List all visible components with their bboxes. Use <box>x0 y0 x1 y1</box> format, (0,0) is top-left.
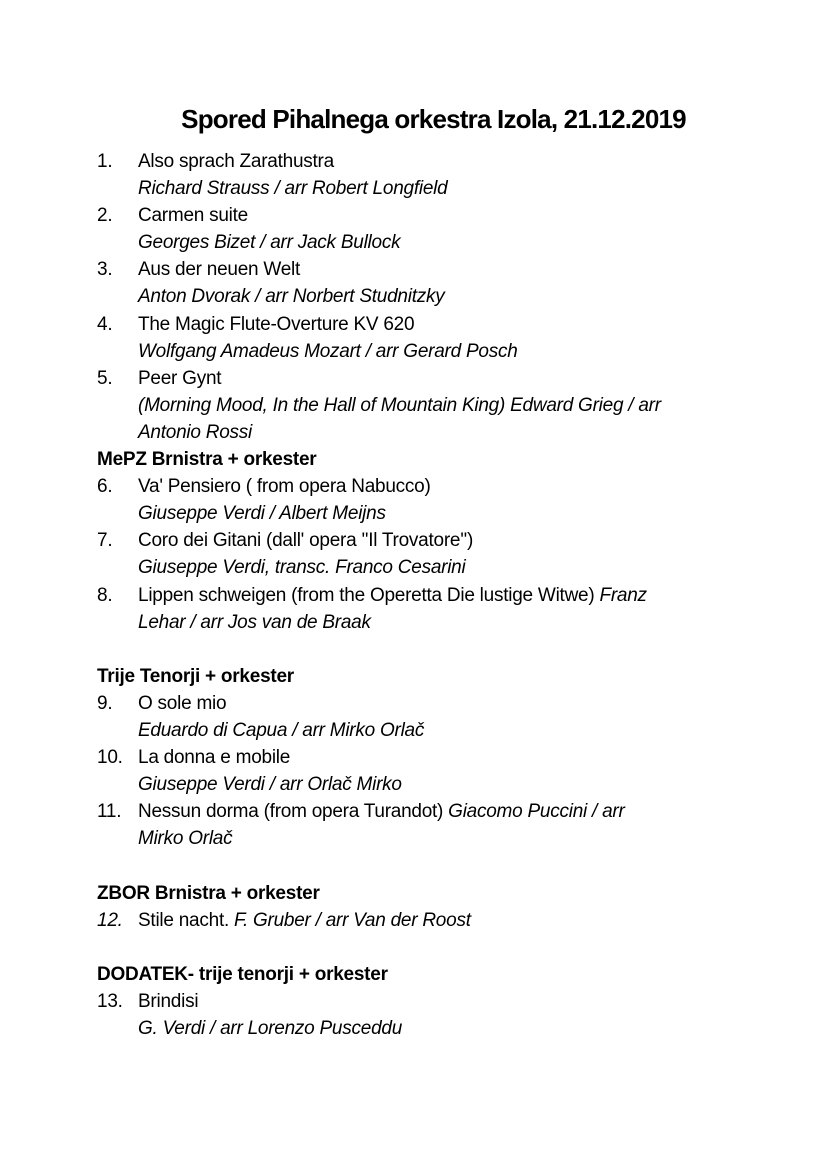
program-item-continuation <box>97 175 729 202</box>
program-item <box>97 798 729 825</box>
item-number: 4. <box>97 313 113 335</box>
text-segment: Peer Gynt <box>138 367 222 389</box>
text-segment-italic: Giacomo Puccini / arr <box>448 801 625 823</box>
program-item-continuation <box>97 1015 729 1042</box>
item-number <box>97 609 138 636</box>
item-text <box>138 338 729 365</box>
item-text <box>138 1015 729 1042</box>
text-segment-italic: G. Verdi / arr Lorenzo Pusceddu <box>138 1018 403 1039</box>
text-segment: Stile nacht. <box>138 909 235 931</box>
item-number: 8. <box>97 584 113 606</box>
text-segment-italic: Wolfgang Amadeus Mozart / arr Gerard Posch <box>138 340 518 362</box>
item-text <box>138 527 729 554</box>
item-number: 12. <box>97 909 123 931</box>
item-text <box>138 554 729 581</box>
item-number: 7. <box>97 530 113 552</box>
program-item <box>97 148 729 175</box>
section-heading: ZBOR Brnistra + orkester <box>97 882 320 904</box>
program-item-continuation <box>97 229 729 256</box>
text-segment-italic: Antonio Rossi <box>138 421 252 443</box>
text-segment-italic: Lehar / arr Jos van de Braak <box>138 611 371 633</box>
section-heading: MePZ Brnistra + orkester <box>97 449 317 471</box>
item-text <box>138 175 729 202</box>
text-segment-italic: Richard Strauss / arr Robert Longfield <box>138 178 448 200</box>
blank-line <box>97 636 729 663</box>
program-item-continuation <box>97 771 729 798</box>
item-number: 9. <box>97 692 113 714</box>
item-text <box>138 202 729 229</box>
item-text <box>138 419 729 446</box>
program-item <box>97 582 729 609</box>
text-segment-italic: Giuseppe Verdi / Albert Meijns <box>138 503 386 525</box>
item-text <box>138 392 729 419</box>
item-number: 6. <box>97 476 113 498</box>
item-text <box>138 825 729 852</box>
item-text <box>138 717 729 744</box>
program-item-continuation <box>97 554 729 581</box>
program-item <box>97 256 729 283</box>
text-segment: Brindisi <box>138 990 199 1012</box>
item-number: 10. <box>97 747 123 769</box>
item-number: 2. <box>97 205 113 227</box>
program-item-continuation <box>97 392 729 419</box>
program-item-continuation <box>97 283 729 310</box>
program-item-continuation <box>97 717 729 744</box>
text-segment-italic: F. Gruber / arr Van der Roost <box>234 909 471 931</box>
item-number: 13. <box>97 990 123 1012</box>
program-item <box>97 365 729 392</box>
item-text <box>138 907 729 934</box>
item-number <box>97 229 138 256</box>
text-segment-italic: Giuseppe Verdi / arr Orlač Mirko <box>138 774 402 796</box>
text-segment-italic: Georges Bizet / arr Jack Bullock <box>138 232 401 254</box>
item-number <box>97 554 138 581</box>
program-item <box>97 311 729 338</box>
item-number: 3. <box>97 259 113 281</box>
text-segment-italic: Mirko Orlač <box>138 828 233 850</box>
item-text <box>138 229 729 256</box>
item-text <box>138 798 729 825</box>
program-item <box>97 988 729 1015</box>
program-item <box>97 473 729 500</box>
item-number <box>97 283 138 310</box>
item-text <box>138 148 729 175</box>
text-segment-italic: Anton Dvorak / arr Norbert Studnitzky <box>138 286 445 308</box>
program-item <box>97 690 729 717</box>
item-number: 5. <box>97 367 113 389</box>
program-item <box>97 907 729 934</box>
text-segment: La donna e mobile <box>138 747 291 769</box>
item-text <box>138 771 729 798</box>
page-title: Spored Pihalnega orkestra Izola, 21.12.2019 <box>181 104 686 134</box>
item-text <box>138 988 729 1015</box>
item-text <box>138 609 729 636</box>
item-text <box>138 365 729 392</box>
text-segment: O sole mio <box>138 692 227 714</box>
text-segment: The Magic Flute-Overture KV 620 <box>138 313 415 335</box>
item-number <box>97 825 138 852</box>
text-segment: Carmen suite <box>138 205 248 227</box>
item-text <box>138 690 729 717</box>
item-number <box>97 338 138 365</box>
item-text <box>138 473 729 500</box>
program-item-continuation <box>97 825 729 852</box>
item-text <box>138 256 729 283</box>
item-text <box>138 582 729 609</box>
text-segment-italic: (Morning Mood, In the Hall of Mountain King) Edward Grieg / arr <box>138 394 661 416</box>
item-number <box>97 175 138 202</box>
blank-line <box>97 934 729 961</box>
text-segment: Nessun dorma (from opera Turandot) <box>138 801 449 823</box>
item-number: 1. <box>97 151 113 172</box>
text-segment-italic: Eduardo di Capua / arr Mirko Orlač <box>138 719 425 741</box>
item-text <box>138 283 729 310</box>
text-segment: Lippen schweigen (from the Operetta Die lustige Witwe) <box>138 584 600 606</box>
item-text <box>138 500 729 527</box>
item-number <box>97 419 138 446</box>
text-segment-italic: Franz <box>599 584 647 606</box>
text-segment: Aus der neuen Welt <box>138 259 301 281</box>
program-item <box>97 744 729 771</box>
section-heading: DODATEK- trije tenorji + orkester <box>97 963 388 985</box>
text-segment: Also sprach Zarathustra <box>138 151 334 172</box>
item-text <box>138 744 729 771</box>
program-item <box>97 202 729 229</box>
program-item-continuation <box>97 338 729 365</box>
program-item <box>97 527 729 554</box>
item-number <box>97 717 138 744</box>
item-text <box>138 311 729 338</box>
program-item-continuation <box>97 419 729 446</box>
text-segment: Coro dei Gitani (dall' opera ''Il Trovatore'') <box>138 530 474 552</box>
section-heading: Trije Tenorji + orkester <box>97 665 294 687</box>
program-item-continuation <box>97 500 729 527</box>
item-number <box>97 1015 138 1042</box>
program-item-continuation <box>97 609 729 636</box>
item-number <box>97 392 138 419</box>
item-number: 11. <box>97 801 122 823</box>
text-segment-italic: Giuseppe Verdi, transc. Franco Cesarini <box>138 557 466 579</box>
item-number <box>97 771 138 798</box>
blank-line <box>97 852 729 879</box>
item-number <box>97 500 138 527</box>
program-list <box>97 148 729 1042</box>
text-segment: Va' Pensiero ( from opera Nabucco) <box>138 476 431 498</box>
